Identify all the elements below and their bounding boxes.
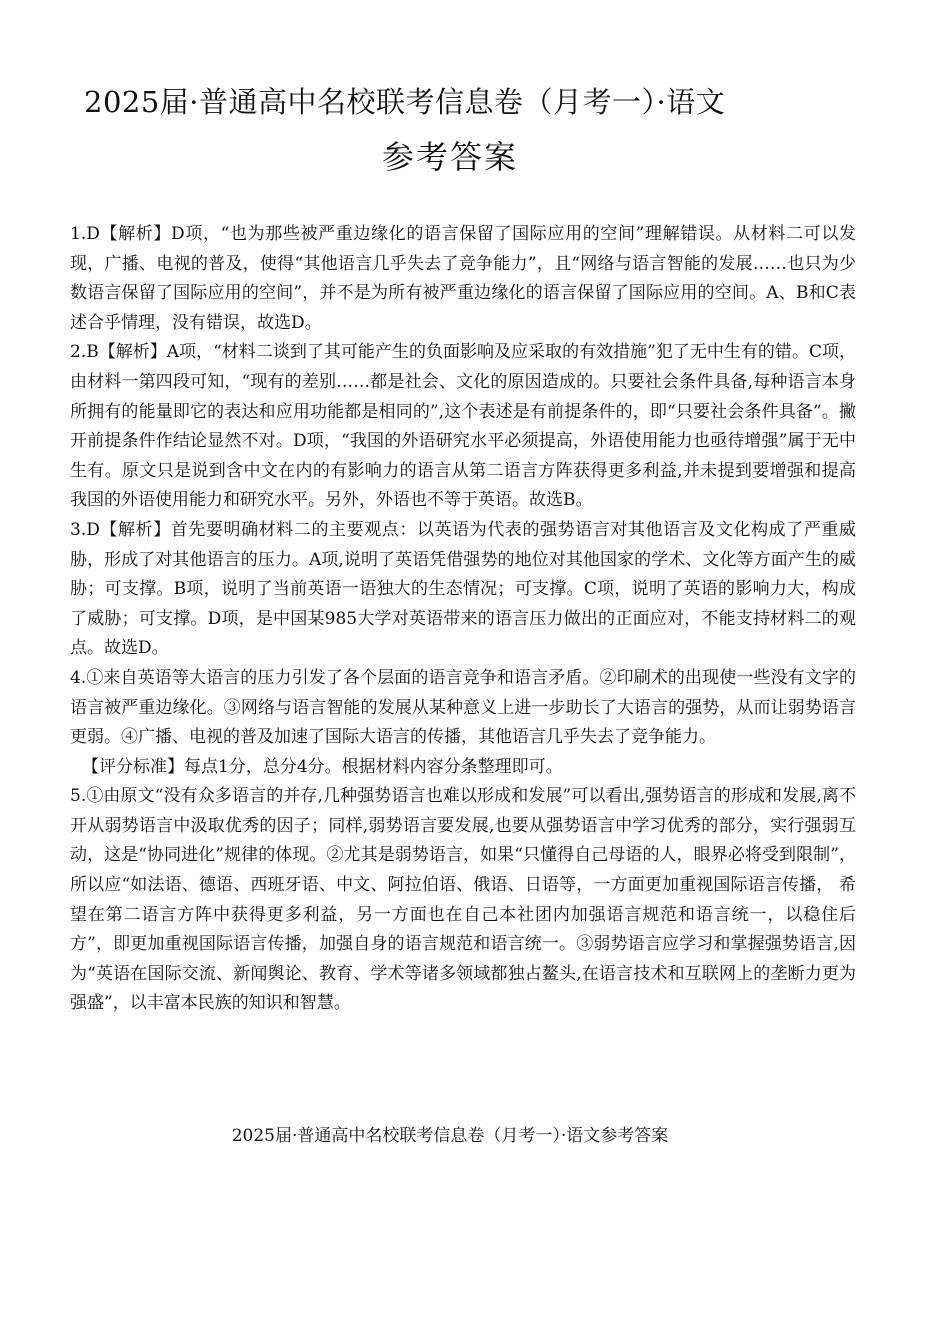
answer-2-paragraph: 2.B【解析】A项，“材料二谈到了其可能产生的负面影响及应采取的有效措施”犯了无中生有的错。C项，由材料一第四段可知，“现有的差别……都是社会、文化的原因造成的。只要社会条件具备,每种语言本身所拥有的能量即它的表达和应用功能都是相同的”,这个表述是有前提条件的，即“只要社会条件具备”。撇开前提条件作结论显然不对。D项，“我国的外语研究水平必须提高，外语使用能力也亟待增强”属于无中生有。原文只是说到含中文在内的有影响力的语言从第二语言方阵获得更多利益,并未提到要增强和提高我国的外语使用能力和研究水平。另外，外语也不等于英语。故选B。 <box>70 342 856 511</box>
document-subtitle: 参考答案 <box>381 138 518 176</box>
page-footer: 2025届·普通高中名校联考信息卷（月考一）·语文参考答案 <box>231 1126 669 1146</box>
scoring-criteria-paragraph: 【评分标准】每点1分，总分4分。根据材料内容分条整理即可。 <box>82 756 563 777</box>
answer-1-paragraph: 1.D【解析】D项，“也为那些被严重边缘化的语言保留了国际应用的空间”理解错误。从材料二可以发现，广播、电视的普及，使得“其他语言几乎失去了竞争能力”，且“网络与语言智能的发展……也只为少数语言保留了国际应用的空间”，并不是为所有被严重边缘化的语言保留了国际应用的空间。A、B和C表述合乎情理，没有错误，故选D。 <box>70 224 856 333</box>
answer-4-paragraph: 4.①来自英语等大语言的压力引发了各个层面的语言竞争和语言矛盾。②印刷术的出现使一些没有文字的语言被严重边缘化。③网络与语言智能的发展从某种意义上进一步助长了大语言的强势，从而让弱势语言更弱。④广播、电视的普及加速了国际大语言的传播，其他语言几乎失去了竞争能力。 <box>70 667 856 748</box>
answer-3-paragraph: 3.D【解析】首先要明确材料二的主要观点：以英语为代表的强势语言对其他语言及文化构成了严重威胁，形成了对其他语言的压力。A项,说明了英语凭借强势的地位对其他国家的学术、文化等方面产生的威胁；可支撑。B项，说明了当前英语一语独大的生态情况；可支撑。C项，说明了英语的影响力大，构成了威胁；可支撑。D项，是中国某985大学对英语带来的语言压力做出的正面应对，不能支持材料二的观点。故选D。 <box>70 519 856 659</box>
document-title: 2025届·普通高中名校联考信息卷（月考一）·语文 <box>84 85 726 119</box>
answer-5-paragraph: 5.①由原文“没有众多语言的并存,几种强势语言也难以形成和发展”可以看出,强势语言的形成和发展,离不开从弱势语言中汲取优秀的因子；同样,弱势语言要发展,也要从强势语言中学习优秀的部分，实行强弱互动，这是“协同进化”规律的体现。②尤其是弱势语言，如果“只懂得自己母语的人，眼界必将受到限制”，所以应“如法语、德语、西班牙语、中文、阿拉伯语、俄语、日语等，一方面更加重视国际语言传播， 希望在第二语言方阵中获得更多利益，另一方面也在自己本社团内加强语言规范和语言统一，以稳住后方”，即更加重视国际语言传播，加强自身的语言规范和语言统一。③弱势语言应学习和掌握强势语言,因为“英语在国际交流、新闻舆论、教育、学术等诸多领域都独占鳌头,在语言技术和互联网上的垄断力更为强盛”，以丰富本民族的知识和智慧。 <box>70 786 856 1014</box>
answer-content <box>70 220 856 1019</box>
